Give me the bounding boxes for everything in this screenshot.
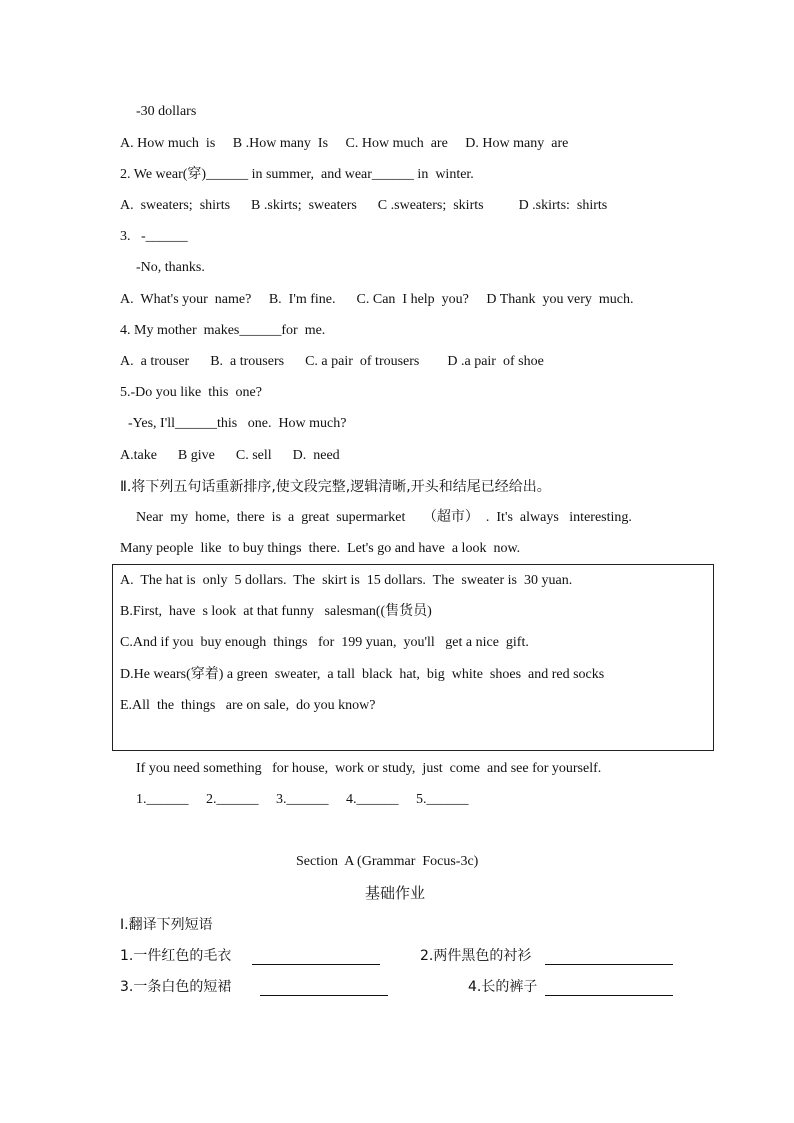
q1-answer: -30 dollars: [136, 104, 197, 119]
phrase-1: 1.一件红色的毛衣: [120, 948, 232, 964]
answer-line-2[interactable]: [545, 964, 673, 965]
phrase-2: 2.两件黑色的衬衫: [420, 948, 532, 964]
q4-stem: 4. My mother makes______for me.: [120, 323, 326, 338]
box-item-d: D.He wears(穿着) a green sweater, a tall black hat, big white shoes and red socks: [120, 667, 605, 682]
section2-intro-line2: Many people like to buy things there. Let's go and have a look now.: [120, 541, 521, 556]
q2-stem: 2. We wear(穿)______ in summer, and wear______ in winter.: [120, 167, 474, 182]
box-item-a: A. The hat is only 5 dollars. The skirt is 15 dollars. The sweater is 30 yuan.: [120, 573, 573, 588]
section-a-subtitle: 基础作业: [365, 884, 426, 902]
q1-options: A. How much is B .How many Is C. How much are D. How many are: [120, 136, 569, 151]
q3-reply: -No, thanks.: [136, 260, 205, 275]
box-item-e: E.All the things are on sale, do you know?: [120, 698, 376, 713]
answer-line-3[interactable]: [260, 995, 388, 996]
phrase-4: 4.长的裤子: [468, 979, 538, 995]
part1-heading: I.翻译下列短语: [120, 917, 213, 933]
section2-answer-blanks: 1.______ 2.______ 3.______ 4.______ 5.______: [136, 792, 469, 807]
section2-intro-line1: Near my home, there is a great supermarket （超市） . It's always interesting.: [136, 510, 632, 525]
section2-closing: If you need something for house, work or study, just come and see for yourself.: [136, 761, 602, 776]
section-a-title: Section A (Grammar Focus-3c): [296, 854, 479, 869]
box-item-b: B.First, have s look at that funny salesman((售货员): [120, 604, 432, 619]
sentence-box: [112, 564, 714, 751]
box-item-c: C.And if you buy enough things for 199 yuan, you'll get a nice gift.: [120, 635, 529, 650]
q3-options: A. What's your name? B. I'm fine. C. Can I help you? D Thank you very much.: [120, 292, 634, 307]
answer-line-1[interactable]: [252, 964, 380, 965]
q5-options: A.take B give C. sell D. need: [120, 448, 340, 463]
q5-stem: 5.-Do you like this one?: [120, 385, 262, 400]
q4-options: A. a trouser B. a trousers C. a pair of trousers D .a pair of shoe: [120, 354, 544, 369]
phrase-3: 3.一条白色的短裙: [120, 979, 232, 995]
section2-heading: Ⅱ.将下列五句话重新排序,使文段完整,逻辑清晰,开头和结尾已经给出。: [120, 479, 551, 495]
q3-stem: 3. -______: [120, 229, 188, 244]
q2-options: A. sweaters; shirts B .skirts; sweaters C .sweaters; skirts D .skirts: shirts: [120, 198, 608, 213]
answer-line-4[interactable]: [545, 995, 673, 996]
q5-reply: -Yes, I'll______this one. How much?: [128, 416, 347, 431]
